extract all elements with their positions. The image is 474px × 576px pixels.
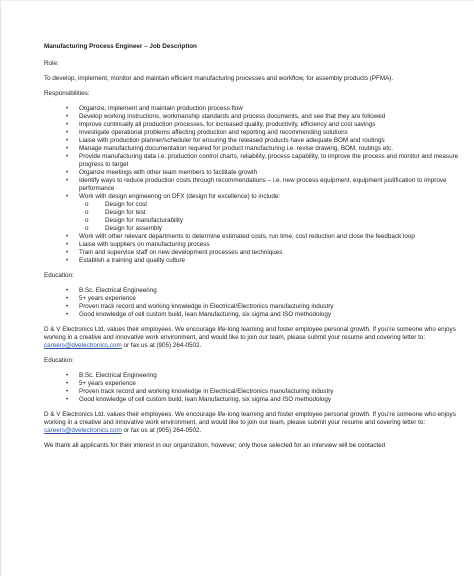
- responsibilities-heading: Responsibilities:: [44, 90, 90, 97]
- education-text: Proven track record and working knowledge in Electrical/Electronics manufacturing industry: [79, 388, 334, 395]
- careers-email-link[interactable]: careers@dvelectronics.com: [44, 342, 122, 349]
- education-list: [44, 287, 462, 319]
- bullet-icon: •: [66, 137, 69, 144]
- company-text: D & V Electronics Ltd. values their employees. We encourage life-long learning and foster employee personal growth. If you’re someone who enjoys working in a creative and innovative work environment, and would like to join our team, please submit your resume and covering letter to:: [44, 326, 456, 341]
- responsibility-text: Work with other relevant departments to determine estimated costs, run time, cost reduction and close the feedback loop: [79, 233, 415, 240]
- company-paragraph-2: [44, 411, 462, 435]
- bullet-icon: •: [66, 372, 69, 379]
- responsibility-text: Establish a training and quality culture: [79, 257, 186, 264]
- list-item: [85, 209, 462, 217]
- careers-email-link-2[interactable]: careers@dvelectronics.com: [44, 427, 122, 434]
- bullet-icon: •: [66, 177, 69, 184]
- bullet-icon: •: [66, 169, 69, 176]
- company-text: D & V Electronics Ltd. values their employees. We encourage life-long learning and foster employee personal growth. If you’re someone who enjoys working in a creative and innovative work environment, and would like to join our team, please submit your resume and covering letter to:: [44, 411, 456, 426]
- bullet-icon: •: [66, 233, 69, 240]
- list-item: [66, 193, 462, 233]
- circle-bullet-icon: o: [85, 225, 89, 232]
- document-content: [44, 43, 462, 457]
- bullet-icon: •: [66, 396, 69, 403]
- list-item: [85, 225, 462, 233]
- list-item: [66, 113, 462, 121]
- list-item: [66, 129, 462, 137]
- bullet-icon: •: [66, 388, 69, 395]
- fax-text: or fax us at (905) 264-0502.: [121, 427, 202, 434]
- list-item: [66, 105, 462, 113]
- circle-bullet-icon: o: [85, 209, 89, 216]
- bullet-icon: •: [66, 153, 69, 160]
- list-item: [85, 201, 462, 209]
- education-heading: Education:: [44, 272, 74, 279]
- education-text: Proven track record and working knowledge in Electrical/Electronics manufacturing industry: [79, 303, 334, 310]
- bullet-icon: •: [66, 257, 69, 264]
- list-item: [66, 257, 462, 265]
- responsibility-text: Organize meetings with other team members to facilitate growth: [79, 169, 258, 176]
- list-item: [66, 233, 462, 241]
- list-item: [66, 121, 462, 129]
- education-text: Good knowledge of cell custom build, lean Manufacturing, six sigma and ISO methodology: [79, 311, 332, 318]
- education-heading-2: Education:: [44, 357, 74, 364]
- list-item: [66, 287, 462, 295]
- bullet-icon: •: [66, 129, 69, 136]
- circle-bullet-icon: o: [85, 217, 89, 224]
- bullet-icon: •: [66, 249, 69, 256]
- bullet-icon: •: [66, 145, 69, 152]
- responsibility-text: Investigate operational problems affecting production and reporting and recommending solutions: [79, 129, 348, 136]
- list-item: [66, 380, 462, 388]
- document-title: Manufacturing Process Engineer – Job Description: [44, 43, 197, 50]
- bullet-icon: •: [66, 311, 69, 318]
- dfx-item-text: Design for test: [105, 209, 146, 216]
- responsibility-text: Manage manufacturing documentation required for product manufacturing i.e. revise drawing, BOM, routings etc.: [79, 145, 393, 152]
- bullet-icon: •: [66, 105, 69, 112]
- bullet-icon: •: [66, 241, 69, 248]
- list-item: [66, 169, 462, 177]
- bullet-icon: •: [66, 295, 69, 302]
- education-text: Good knowledge of cell custom build, lean Manufacturing, six sigma and ISO methodology: [79, 396, 332, 403]
- circle-bullet-icon: o: [85, 201, 89, 208]
- list-item: [66, 145, 462, 153]
- bullet-icon: •: [66, 113, 69, 120]
- education-text: B.Sc. Electrical Engineering: [79, 287, 157, 294]
- dfx-item-text: Design for cost: [105, 201, 147, 208]
- list-item: [66, 396, 462, 404]
- education-list-2: [44, 372, 462, 404]
- bullet-icon: •: [66, 380, 69, 387]
- responsibility-text: Develop working instructions, workmanship standards and process documents, and see that they are followed: [79, 113, 386, 120]
- list-item: [66, 311, 462, 319]
- responsibility-text: Organize, implement and maintain production process flow: [79, 105, 243, 112]
- role-heading: Role:: [44, 60, 59, 67]
- list-item: [66, 303, 462, 311]
- bullet-icon: •: [66, 121, 69, 128]
- responsibilities-list: [44, 105, 462, 265]
- bullet-icon: •: [66, 287, 69, 294]
- responsibility-text: Liaise with production planner/scheduler for ensuring the released products have adequate BOM and routings: [79, 137, 385, 144]
- responsibility-text: Identify ways to reduce production costs through recommendations – i.e. new process equipment, equipment justification to improve performance: [79, 177, 447, 192]
- list-item: [85, 217, 462, 225]
- education-text: 5+ years experience: [79, 380, 136, 387]
- list-item: [66, 372, 462, 380]
- closing-text: We thank all applicants for their interest in our organization, however; only those selected for an interview will be contacted: [44, 442, 386, 449]
- responsibility-text: Work with design engineering on DFX (design for excellence) to include:: [79, 193, 281, 200]
- list-item: [66, 388, 462, 396]
- role-text: To develop, implement, monitor and maintain efficient manufacturing processes and workflow, for assembly products (PFMA).: [44, 75, 394, 82]
- list-item: [66, 241, 462, 249]
- list-item: [66, 137, 462, 145]
- list-item: [66, 177, 462, 193]
- dfx-sublist: [79, 201, 462, 233]
- fax-text: or fax us at (905) 264-0502.: [121, 342, 202, 349]
- dfx-item-text: Design for manufacturability: [105, 217, 184, 224]
- list-item: [66, 295, 462, 303]
- dfx-item-text: Design for assembly: [105, 225, 163, 232]
- education-text: 5+ years experience: [79, 295, 136, 302]
- bullet-icon: •: [66, 193, 69, 200]
- responsibility-text: Improve continually all production processes, for increased quality, productivity, efficiency and cost savings: [79, 121, 376, 128]
- responsibility-text: Provide manufacturing data i.e. production control charts, reliability, process capability, to improve the process and monitor and measure progress to target: [79, 153, 459, 168]
- list-item: [66, 153, 462, 169]
- company-paragraph: [44, 326, 462, 350]
- bullet-icon: •: [66, 303, 69, 310]
- responsibility-text: Train and supervise staff on new development processes and techniques: [79, 249, 283, 256]
- education-text: B.Sc. Electrical Engineering: [79, 372, 157, 379]
- responsibility-text: Liaise with suppliers on manufacturing process: [79, 241, 210, 248]
- list-item: [66, 249, 462, 257]
